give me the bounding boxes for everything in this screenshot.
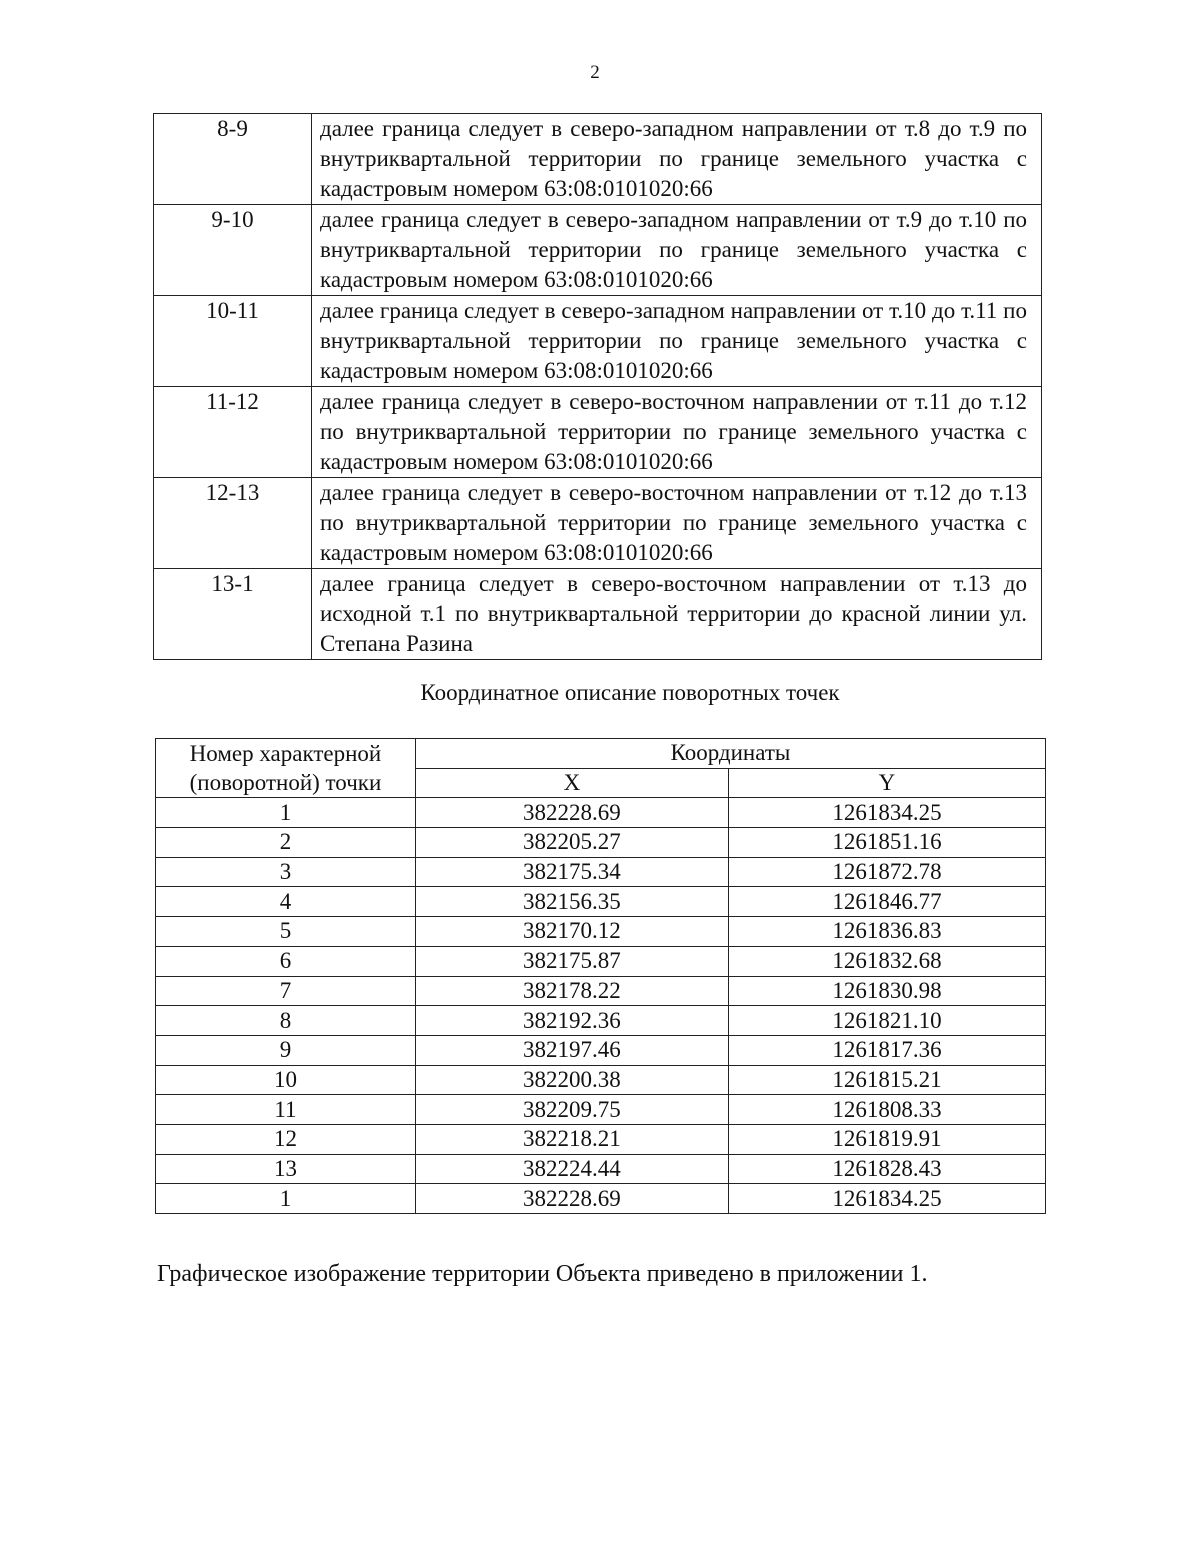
x-coordinate-cell: 382228.69 [415,798,728,828]
segment-description: далее граница следует в северо-восточном направлении от т.11 до т.12 по внутриквартальной территории по границе земельного участка с кадастровым номером 63:08:0101020:66 [312,387,1042,478]
point-number-cell: 1 [156,798,416,828]
table-row [156,1124,1046,1154]
segment-code: 12-13 [154,478,312,569]
y-coordinate-cell: 1261836.83 [728,917,1045,947]
y-coordinate-cell: 1261832.68 [728,946,1045,976]
x-coordinate-cell: 382209.75 [415,1095,728,1125]
table-row [156,976,1046,1006]
segment-code: 8-9 [154,114,312,205]
point-number-cell: 1 [156,1184,416,1214]
x-coordinate-cell: 382218.21 [415,1124,728,1154]
x-coordinate-cell: 382197.46 [415,1035,728,1065]
segment-description: далее граница следует в северо-западном направлении от т.9 до т.10 по внутриквартальной территории по границе земельного участка с кадастровым номером 63:08:0101020:66 [312,205,1042,296]
point-number-cell: 3 [156,857,416,887]
y-coordinate-cell: 1261830.98 [728,976,1045,1006]
y-coordinate-cell: 1261834.25 [728,1184,1045,1214]
table-row [154,114,1042,205]
y-coordinate-cell: 1261821.10 [728,1006,1045,1036]
coordinates-section-title: Координатное описание поворотных точек [420,680,840,705]
segment-code: 9-10 [154,205,312,296]
x-coordinate-cell: 382178.22 [415,976,728,1006]
x-coordinate-cell: 382205.27 [415,828,728,858]
table-row [156,798,1046,828]
point-number-cell: 8 [156,1006,416,1036]
table-row [156,917,1046,947]
x-coordinate-cell: 382224.44 [415,1154,728,1184]
table-row [156,946,1046,976]
footer-note: Графическое изображение территории Объекта приведено в приложении 1. [157,1261,928,1287]
y-coordinate-cell: 1261828.43 [728,1154,1045,1184]
table-row [156,1065,1046,1095]
point-number-cell: 2 [156,828,416,858]
x-coordinate-cell: 382156.35 [415,887,728,917]
segment-description: далее граница следует в северо-западном направлении от т.10 до т.11 по внутриквартальной территории по границе земельного участка с кадастровым номером 63:08:0101020:66 [312,296,1042,387]
table-row [156,1154,1046,1184]
point-number-cell: 12 [156,1124,416,1154]
segment-description: далее граница следует в северо-восточном направлении от т.13 до исходной т.1 по внутриквартальной территории до красной линии ул. Степана Разина [312,569,1042,660]
segment-description: далее граница следует в северо-восточном направлении от т.12 до т.13 по внутриквартальной территории по границе земельного участка с кадастровым номером 63:08:0101020:66 [312,478,1042,569]
point-number-cell: 7 [156,976,416,1006]
table-row [156,1095,1046,1125]
point-number-cell: 11 [156,1095,416,1125]
y-coordinate-cell: 1261808.33 [728,1095,1045,1125]
y-coordinate-cell: 1261834.25 [728,798,1045,828]
x-coordinate-cell: 382175.34 [415,857,728,887]
table-row [154,387,1042,478]
table-row [156,857,1046,887]
point-header-line2: (поворотной) точки [189,770,382,796]
point-number-cell: 4 [156,887,416,917]
table-row [156,1006,1046,1036]
point-number-cell: 5 [156,917,416,947]
page-number: 2 [590,62,600,83]
y-column-header: Y [728,768,1045,798]
table-row [154,296,1042,387]
x-column-header: X [415,768,728,798]
y-coordinate-cell: 1261872.78 [728,857,1045,887]
coordinates-table [155,738,1046,1214]
x-coordinate-cell: 382200.38 [415,1065,728,1095]
segment-description: далее граница следует в северо-западном направлении от т.8 до т.9 по внутриквартальной территории по границе земельного участка с кадастровым номером 63:08:0101020:66 [312,114,1042,205]
table-row [156,887,1046,917]
point-number-cell: 9 [156,1035,416,1065]
y-coordinate-cell: 1261851.16 [728,828,1045,858]
x-coordinate-cell: 382175.87 [415,946,728,976]
table-header-row [156,739,1046,769]
coordinates-body [156,798,1046,1214]
point-number-header [156,739,416,798]
y-coordinate-cell: 1261819.91 [728,1124,1045,1154]
x-coordinate-cell: 382170.12 [415,917,728,947]
segment-code: 13-1 [154,569,312,660]
table-row [154,569,1042,660]
table-row [156,1035,1046,1065]
point-number-cell: 6 [156,946,416,976]
segment-code: 11-12 [154,387,312,478]
table-row [156,1184,1046,1214]
segment-code: 10-11 [154,296,312,387]
boundary-segments-table [153,113,1042,660]
y-coordinate-cell: 1261846.77 [728,887,1045,917]
y-coordinate-cell: 1261817.36 [728,1035,1045,1065]
y-coordinate-cell: 1261815.21 [728,1065,1045,1095]
point-number-cell: 10 [156,1065,416,1095]
coordinates-header: Координаты [415,739,1045,769]
table-row [154,205,1042,296]
x-coordinate-cell: 382192.36 [415,1006,728,1036]
point-header-line1: Номер характерной [189,741,382,767]
x-coordinate-cell: 382228.69 [415,1184,728,1214]
table-row [154,478,1042,569]
table-row [156,828,1046,858]
point-number-cell: 13 [156,1154,416,1184]
